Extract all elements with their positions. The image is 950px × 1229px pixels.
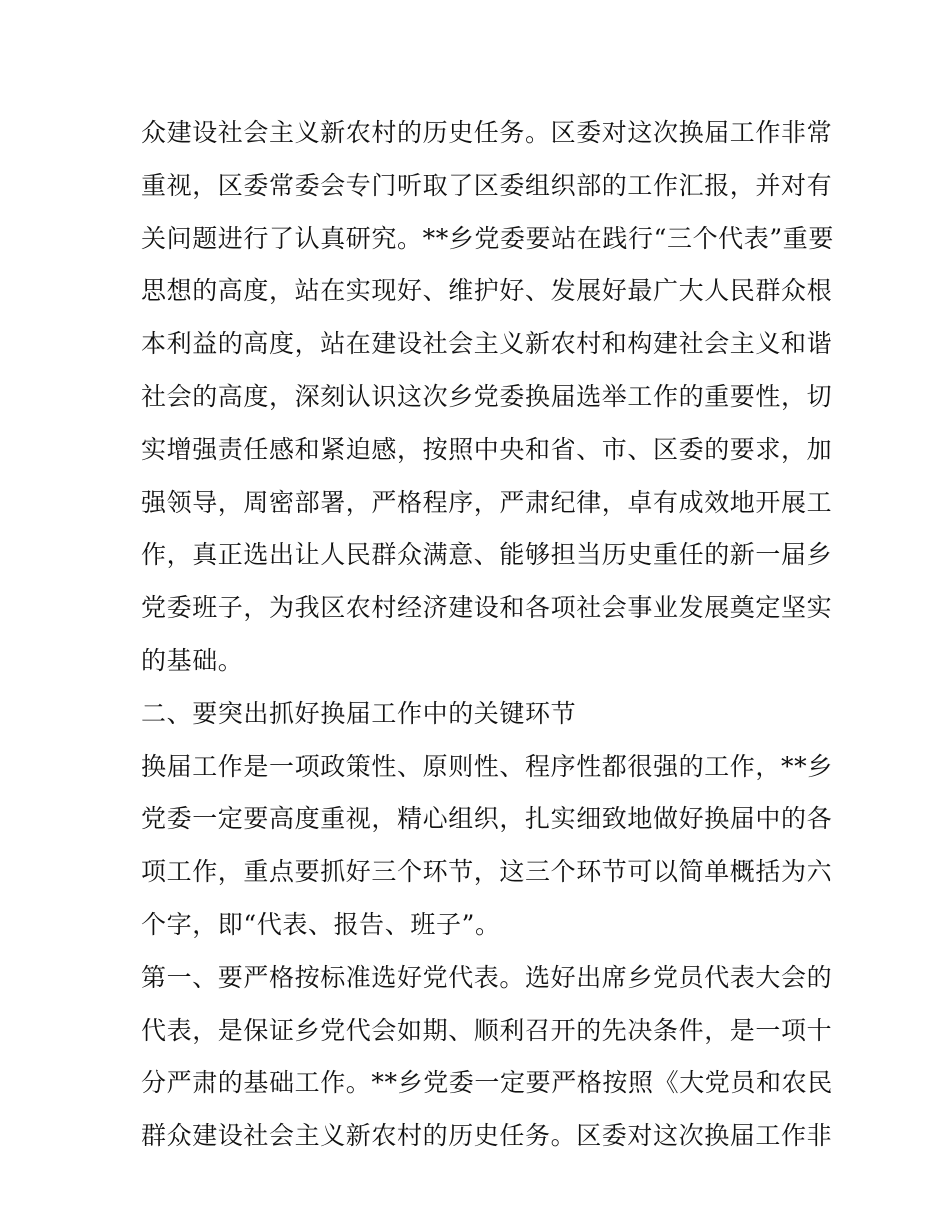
text-line: 思想的高度，站在实现好、维护好、发展好最广大人民群众根	[141, 276, 833, 306]
text-line: 重视，区委常委会专门听取了区委组织部的工作汇报，并对有	[141, 170, 833, 200]
text-line: 换届工作是一项政策性、原则性、程序性都很强的工作，**乡	[141, 751, 833, 781]
text-line: 的基础。	[141, 645, 244, 675]
text-line: 众建设社会主义新农村的历史任务。区委对这次换届工作非常	[141, 118, 833, 147]
text-line: 实增强责任感和紧迫感，按照中央和省、市、区委的要求，加	[141, 434, 833, 464]
document-body	[141, 107, 834, 1163]
text-line: 第一、要严格按标准选好党代表。选好出席乡党员代表大会的	[141, 962, 833, 992]
text-line: 代表，是保证乡党代会如期、顺利召开的先决条件，是一项十	[141, 1015, 833, 1045]
text-line: 分严肃的基础工作。**乡党委一定要严格按照《大党员和农民	[141, 1068, 833, 1098]
text-line: 党委班子，为我区农村经济建设和各项社会事业发展奠定坚实	[141, 593, 833, 623]
text-line: 群众建设社会主义新农村的历史任务。区委对这次换届工作非	[141, 1121, 833, 1151]
text-line: 社会的高度，深刻认识这次乡党委换届选举工作的重要性，切	[141, 381, 833, 411]
text-line: 本利益的高度，站在建设社会主义新农村和构建社会主义和谐	[141, 329, 833, 359]
text-line: 项工作，重点要抓好三个环节，这三个环节可以简单概括为六	[141, 857, 833, 887]
text-line: 关问题进行了认真研究。**乡党委要站在践行“三个代表”重要	[141, 223, 834, 253]
text-line: 党委一定要高度重视，精心组织，扎实细致地做好换届中的各	[141, 804, 833, 834]
text-line: 强领导，周密部署，严格程序，严肃纪律，卓有成效地开展工	[141, 487, 833, 517]
text-line: 个字，即“代表、报告、班子”。	[141, 909, 501, 939]
section-heading: 二、要突出抓好换届工作中的关键环节	[141, 698, 577, 728]
text-line: 作，真正选出让人民群众满意、能够担当历史重任的新一届乡	[141, 540, 833, 570]
